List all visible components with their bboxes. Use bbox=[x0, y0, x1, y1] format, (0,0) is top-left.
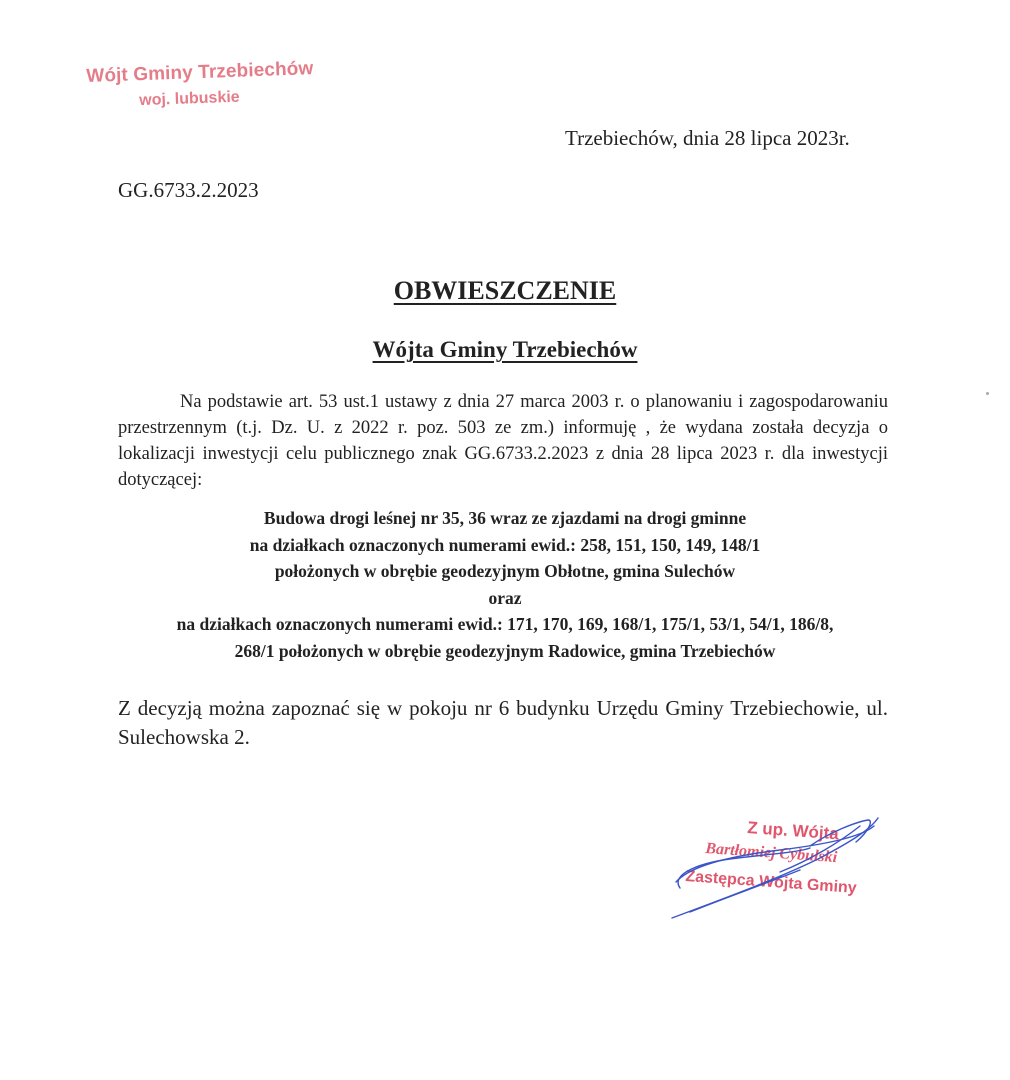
investment-line: Budowa drogi leśnej nr 35, 36 wraz ze zjazdami na drogi gminne bbox=[263, 508, 747, 528]
investment-line: 268/1 położonych w obrębie geodezyjnym Radowice, gmina Trzebiechów bbox=[234, 640, 776, 661]
investment-description bbox=[90, 505, 920, 665]
place-and-date: Trzebiechów, dnia 28 lipca 2023r. bbox=[565, 126, 850, 150]
stamp-signer-title: Zastępca Wójta Gminy bbox=[684, 868, 858, 897]
signature-stamp bbox=[660, 812, 900, 932]
access-note-paragraph: Z decyzją można zapoznać się w pokoju nr 6 budynku Urzędu Gminy Trzebiechowie, ul. Sulechowska 2. bbox=[118, 696, 888, 749]
document-title: OBWIESZCZENIE bbox=[393, 276, 617, 305]
stamp-office-name: Wójt Gminy Trzebiechów bbox=[86, 58, 314, 87]
legal-basis-paragraph: Na podstawie art. 53 ust.1 ustawy z dnia 27 marca 2003 r. o planowaniu i zagospodarowaniu przestrzennym (t.j. Dz. U. z 2022 r. poz. 503 ze zm.) informuję , że wydana została decyzja o lokalizacji inwestycji celu publicznego znak GG.6733.2.2023 z dnia 28 lipca 2023 r. dla inwestycji dotyczącej: bbox=[118, 392, 888, 490]
stamp-province: woj. lubuskie bbox=[138, 88, 240, 110]
document-subtitle: Wójta Gminy Trzebiechów bbox=[372, 337, 638, 362]
stamp-signer-name: Bartłomiej Cybulski bbox=[704, 840, 838, 867]
handwritten-signature bbox=[660, 812, 900, 932]
investment-line: oraz bbox=[488, 587, 522, 608]
case-number: GG.6733.2.2023 bbox=[118, 178, 259, 202]
investment-line: położonych w obrębie geodezyjnym Obłotne, gmina Sulechów bbox=[274, 561, 736, 582]
stamp-authorization: Z up. Wójta bbox=[746, 818, 840, 844]
municipality-header-stamp bbox=[86, 58, 328, 136]
investment-line: na działkach oznaczonych numerami ewid.: 171, 170, 169, 168/1, 175/1, 53/1, 54/1, 186/8, bbox=[176, 614, 834, 635]
scan-speck bbox=[986, 392, 989, 395]
investment-line: na działkach oznaczonych numerami ewid.: 258, 151, 150, 149, 148/1 bbox=[249, 534, 761, 555]
